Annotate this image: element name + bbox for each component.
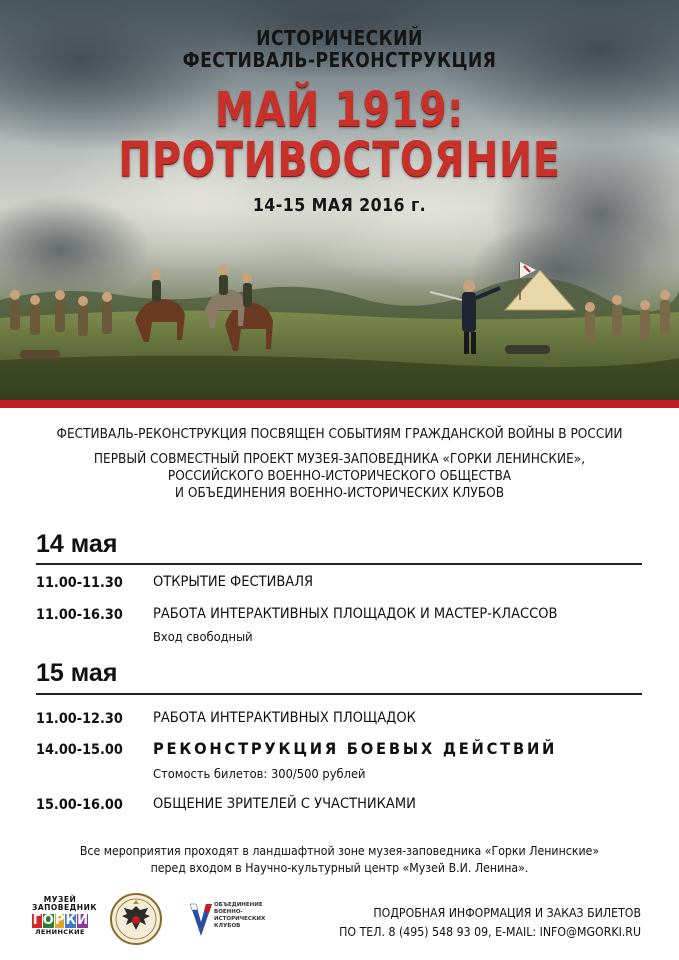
hero-banner (0, 0, 679, 400)
clubs-logo-text: ОБЪЕДИНЕНИЕ ВОЕННО-ИСТОРИЧЕСКИХ КЛУБОВ (214, 902, 266, 929)
hero-kicker-line2: ФЕСТИВАЛЬ-РЕКОНСТРУКЦИЯ (182, 48, 497, 72)
museum-logo-letter: К (65, 913, 77, 928)
hero-text (0, 0, 679, 216)
day2-heading: 15 мая (36, 659, 118, 687)
venue-note-line2: перед входом в Научно-культурный центр «Музей В.И. Ленина». (150, 860, 529, 875)
day1-rule (36, 563, 642, 565)
event-note: Вход свободный (153, 629, 253, 644)
contact-block (298, 903, 641, 941)
intro-line2: РОССИЙСКОГО ВОЕННО-ИСТОРИЧЕСКОГО ОБЩЕСТВА (167, 468, 512, 484)
contact-line2[interactable]: ПО ТЕЛ. 8 (495) 548 93 09, E-MAIL: INFO@MGORKI.RU (339, 924, 641, 939)
venue-note-line1: Все мероприятия проходят в ландшафтной зоне музея-заповедника «Горки Ленинские» (79, 843, 600, 858)
museum-logo-letter: Г (32, 913, 41, 928)
hero-dates: 14-15 МАЯ 2016 г. (252, 195, 427, 216)
museum-logo (32, 895, 97, 942)
museum-logo-letter: Р (54, 913, 65, 928)
intro-block (0, 426, 679, 502)
event-title: РАБОТА ИНТЕРАКТИВНЫХ ПЛОЩАДОК (153, 710, 416, 726)
event-time: 15.00-16.00 (36, 797, 123, 813)
hero-title-line2: ПРОТИВОСТОЯНИЕ (118, 132, 561, 188)
contact-line1: ПОДРОБНАЯ ИНФОРМАЦИЯ И ЗАКАЗ БИЛЕТОВ (373, 905, 641, 920)
event-time: 11.00-11.30 (36, 575, 123, 591)
tricolor-v-icon (188, 900, 214, 940)
event-time: 14.00-15.00 (36, 742, 123, 758)
event-time: 11.00-12.30 (36, 711, 123, 727)
event-title: РАБОТА ИНТЕРАКТИВНЫХ ПЛОЩАДОК И МАСТЕР-КЛАССОВ (153, 606, 558, 622)
intro-lead: ФЕСТИВАЛЬ-РЕКОНСТРУКЦИЯ ПОСВЯЩЕН СОБЫТИЯМ ГРАЖДАНСКОЙ ВОЙНЫ В РОССИИ (56, 426, 623, 442)
event-time: 11.00-16.30 (36, 607, 123, 623)
double-headed-eagle-icon (109, 892, 163, 946)
event-note: Стомость билетов: 300/500 рублей (153, 766, 366, 781)
event-title: ОБЩЕНИЕ ЗРИТЕЛЕЙ С УЧАСТНИКАМИ (153, 796, 416, 812)
intro-line3: И ОБЪЕДИНЕНИЯ ВОЕННО-ИСТОРИЧЕСКИХ КЛУБОВ (174, 485, 505, 501)
event-title-highlight: РЕКОНСТРУКЦИЯ БОЕВЫХ ДЕЙСТВИЙ (153, 739, 558, 758)
museum-logo-letters (32, 914, 88, 928)
event-title: ОТКРЫТИЕ ФЕСТИВАЛЯ (153, 574, 314, 590)
museum-logo-letter: О (42, 913, 54, 928)
day2-rule (36, 693, 642, 695)
museum-logo-letter: И (77, 913, 88, 928)
hero-kicker-line1: ИСТОРИЧЕСКИЙ (256, 26, 423, 50)
museum-logo-bottom: ЛЕНИНСКИЕ (35, 928, 85, 936)
intro-line1: ПЕРВЫЙ СОВМЕСТНЫЙ ПРОЕКТ МУЗЕЯ-ЗАПОВЕДНИКА «ГОРКИ ЛЕНИНСКИЕ», (93, 451, 586, 467)
venue-note (0, 842, 679, 876)
day1-heading: 14 мая (36, 530, 118, 558)
museum-logo-top: МУЗЕЙ ЗАПОВЕДНИК (32, 895, 97, 912)
hero-title-line1: МАЙ 1919: (215, 82, 464, 138)
red-divider (0, 400, 679, 408)
clubs-logo (188, 900, 266, 940)
